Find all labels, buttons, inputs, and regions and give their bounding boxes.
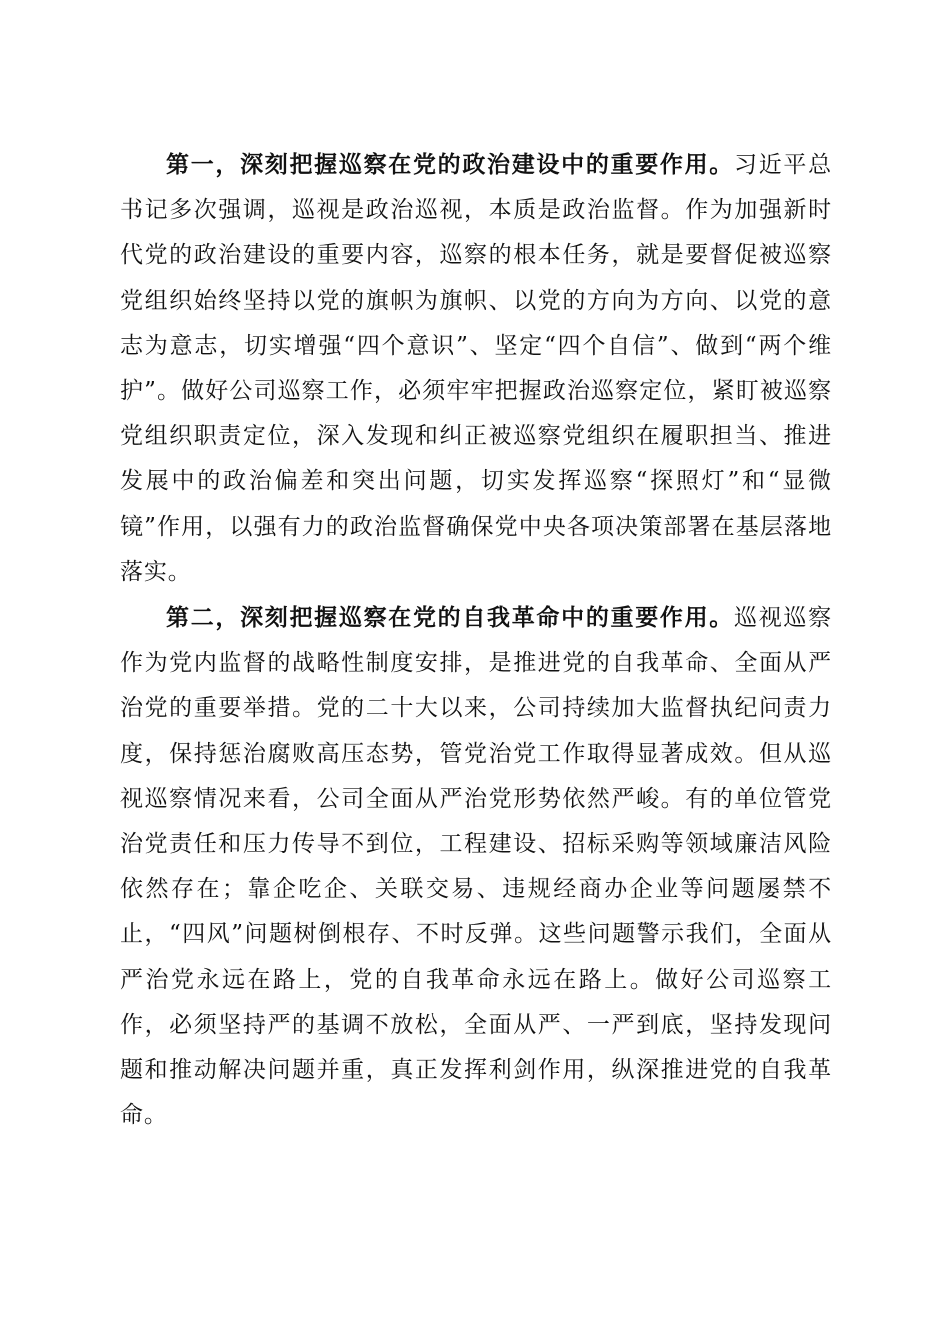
paragraph-1 (120, 142, 832, 595)
paragraph-2-body: 巡视巡察作为党内监督的战略性制度安排，是推进党的自我革命、全面从严治党的重要举措。党的二十大以来，公司持续加大监督执纪问责力度，保持惩治腐败高压态势，管党治党工作取得显著成效。但从巡视巡察情况来看，公司全面从严治党形势依然严峻。有的单位管党治党责任和压力传导不到位，工程建设、招标采购等领域廉洁风险依然存在；靠企吃企、关联交易、违规经商办企业等问题屡禁不止，“四风”问题树倒根存、不时反弹。这些问题警示我们，全面从严治党永远在路上，党的自我革命永远在路上。做好公司巡察工作，必须坚持严的基调不放松，全面从严、一严到底，坚持发现问题和推动解决问题并重，真正发挥利剑作用，纵深推进党的自我革命。 (120, 605, 833, 1129)
paragraph-2-heading: 第二，深刻把握巡察在党的自我革命中的重要作用。 (166, 604, 735, 632)
paragraph-1-heading: 第一，深刻把握巡察在党的政治建设中的重要作用。 (166, 151, 735, 178)
paragraph-2 (120, 595, 832, 1138)
document-page (120, 142, 832, 1138)
paragraph-1-body: 习近平总书记多次强调，巡视是政治巡视，本质是政治监督。作为加强新时代党的政治建设的重要内容，巡察的根本任务，就是要督促被巡察党组织始终坚持以党的旗帜为旗帜、以党的方向为方向、以党的意志为意志，切实增强“四个意识”、坚定“四个自信”、做到“两个维护”。做好公司巡察工作，必须牢牢把握政治巡察定位，紧盯被巡察党组织职责定位，深入发现和纠正被巡察党组织在履职担当、推进发展中的政治偏差和突出问题，切实发挥巡察“探照灯”和“显微镜”作用，以强有力的政治监督确保党中央各项决策部署在基层落地落实。 (120, 152, 833, 585)
